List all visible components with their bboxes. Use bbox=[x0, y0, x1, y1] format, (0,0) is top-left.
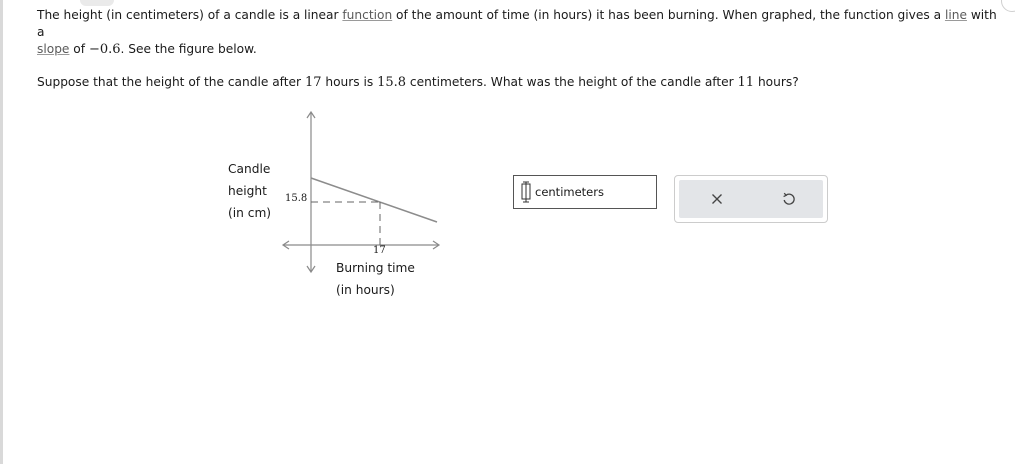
x-axis-label bbox=[336, 257, 415, 301]
y-axis-label bbox=[228, 158, 271, 224]
slope-value: −0.6 bbox=[88, 42, 121, 57]
question-paragraph bbox=[37, 74, 997, 91]
text-segment: hours is bbox=[321, 75, 378, 89]
x-label-line: Burning time bbox=[336, 261, 415, 275]
hours-value-1: 17 bbox=[304, 75, 322, 90]
slope-link[interactable]: slope bbox=[37, 42, 70, 56]
candle-line bbox=[311, 178, 437, 222]
function-link[interactable]: function bbox=[342, 8, 393, 22]
y-tick-label: 15.8 bbox=[285, 193, 308, 204]
text-cursor-icon bbox=[520, 181, 532, 203]
corner-arc bbox=[1001, 0, 1015, 12]
text-segment: hours? bbox=[754, 75, 799, 89]
x-tick-label: 17 bbox=[373, 245, 386, 256]
clear-button[interactable] bbox=[687, 180, 747, 218]
x-label-line: (in hours) bbox=[336, 283, 395, 297]
text-segment: of the amount of time (in hours) it has been burning. When graphed, the function gives a bbox=[392, 8, 945, 22]
x-icon bbox=[711, 193, 723, 205]
candle-graph bbox=[222, 105, 452, 305]
problem-paragraph bbox=[37, 7, 997, 58]
problem-statement bbox=[37, 7, 997, 91]
hours-value-2: 11 bbox=[737, 75, 755, 90]
undo-icon bbox=[782, 192, 796, 206]
undo-button[interactable] bbox=[759, 180, 819, 218]
text-segment: with a bbox=[37, 8, 997, 39]
action-panel bbox=[674, 175, 828, 223]
text-segment: . See the figure below. bbox=[120, 42, 257, 56]
text-segment: centimeters. What was the height of the candle after bbox=[406, 75, 738, 89]
text-segment: The height (in centimeters) of a candle is a linear bbox=[37, 8, 343, 22]
line-link[interactable]: line bbox=[944, 8, 967, 22]
text-segment: of bbox=[69, 42, 89, 56]
y-label-line: Candle bbox=[228, 162, 271, 176]
y-label-line: (in cm) bbox=[228, 206, 272, 220]
height-value: 15.8 bbox=[377, 75, 407, 90]
top-tab bbox=[80, 0, 114, 6]
text-segment: Suppose that the height of the candle after bbox=[37, 75, 305, 89]
left-rail bbox=[0, 0, 3, 464]
y-label-line: height bbox=[228, 184, 267, 198]
unit-label: centimeters bbox=[535, 185, 604, 199]
action-buttons bbox=[679, 180, 823, 218]
answer-input[interactable] bbox=[513, 175, 657, 209]
